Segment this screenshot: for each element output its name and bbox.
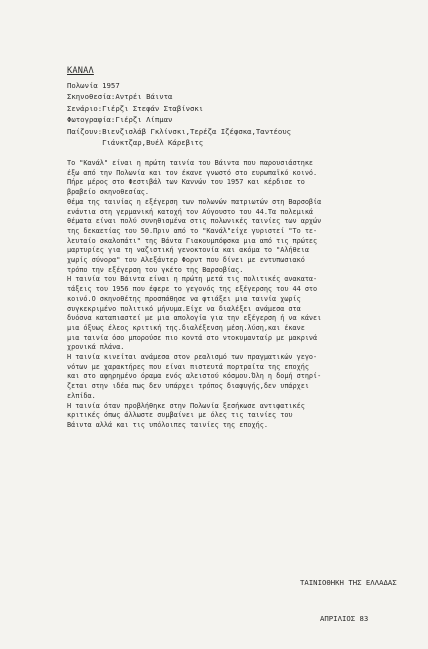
body-line: νότων με χαρακτήρες που είναι πιστευτά πορτραίτα της εποχής (67, 362, 309, 371)
body-line: συγκεκριμένο πολιτικό μήνυμα.Είχε να διαλέξει ανάμεσα στα (67, 304, 301, 313)
body-line: Η ταινία όταν προβλήθηκε στην Πολωνία ξεσήκωσε αντιφατικές (67, 401, 305, 410)
body-line: λευταίο σκαλοπάτι" της Βάντα Γιακουμπόφσκα μια από τις πρώτες (67, 236, 318, 245)
film-title: ΚΑΝΑΛ (67, 66, 94, 76)
body-line: βραβείο σκηνοθεσίας. (67, 188, 150, 197)
body-line: χρονικά πλάνα. (67, 343, 125, 352)
credit-line: Φωτογραφία:Γιέρζι Λίπμαν (67, 115, 173, 125)
credit-line: Παίζουν:Βιενζισλάβ Γκλίνσκι,Τερέζα Ιζέφσκα,Ταντέους (67, 126, 292, 136)
credit-line: Πολωνία 1957 (67, 81, 120, 90)
body-line: μαρτυρίες για τη ναζιστική γενοκτονία και ακόμα το "Αλήθεια (67, 246, 309, 255)
body-line: Η ταινία του Βάιντα είναι η πρώτη μετά τις πολιτικές ανακατα- (67, 275, 318, 284)
credits-block (67, 80, 291, 148)
body-line: ελπίδα. (67, 391, 96, 400)
document-date: ΑΠΡΙΛΙΟΣ 83 (320, 614, 369, 623)
signature-block (300, 553, 397, 649)
body-line: και στο αφηρημένο όραμα ενός αλειστού κόσμου.Όλη η δομή στηρί- (67, 372, 322, 381)
body-line: χωρίς σύνορα" του Αλεξάντερ Φορντ που δίνει με εντυπωσιακό (67, 256, 305, 265)
credit-line: Γιάνκτζαρ,Βυέλ Κάρεβιτς (67, 138, 204, 148)
body-line: μια ταινία όσο μπορούσε πιο κοντά στο ντοκυμανταίρ με μακρινά (67, 333, 318, 342)
body-line: κοινό.Ο σκηνοθέτης προσπάθησε να φτιάξει μια ταινία χωρίς (67, 294, 301, 303)
body-line: Η ταινία κινείται ανάμεσα στον ρεαλισμό των πραγματικών γεγο- (67, 353, 318, 362)
body-line: τρόπο την εξέγερση του γκέτο της Βαρσοβίας. (67, 265, 244, 274)
body-line: ενάντια στη γερμανική κατοχή τον Αύγουστο του 44.Τα πολεμικά (67, 207, 314, 216)
archive-name: ΤΑΙΝΙΟΘΗΚΗ ΤΗΣ ΕΛΛΑΔΑΣ (300, 578, 397, 587)
body-line: δυόσνα καταπιαστεί με μια απολογία για την εξέγερση ή να κάνει (67, 314, 322, 323)
credit-line: Σκηνοθεσία:Αντρέι Βάιντα (67, 92, 173, 102)
body-line: έξω από την Πολωνία και τον έκανε γνωστό στο ευρωπαϊκό κοινό. (67, 168, 318, 177)
credit-line: Σενάριο:Γιέρζι Στεφάν Σταβίνσκι (67, 103, 204, 113)
body-line: Θέμα της ταινίας η εξέγερση των πολωνών πατριωτών στη Βαρσοβία (67, 197, 322, 206)
body-line: ζεται στην ιδέα πως δεν υπάρχει τρόπος διαφυγής,δεν υπάρχει (67, 382, 309, 391)
body-line: θέματα είναι πολύ συνηθισμένα στις πολωνικές ταινίες των αρχών (67, 217, 322, 226)
body-line: Βάιντα αλλά και τις υπόλοιπες ταινίες της εποχής. (67, 420, 268, 429)
body-line: μια όξυως έλεος κριτική της.διαλέξενση μέση.λύση,και έκανε (67, 323, 305, 332)
body-line: Πήρε μέρος στο Φεστιβάλ των Καννών του 1957 και κέρδισε το (67, 178, 305, 187)
body-line: Το "Κανάλ" είναι η πρώτη ταινία του Βάιντα που παρουσιάστηκε (67, 159, 314, 167)
body-line: της δεκαετίας του 50.Πριν από το "Κανάλ"είχε γυριστεί "Το τε- (67, 226, 318, 235)
body-line: κριτικές όπως άλλωστε συμβαίνει με όλες τις ταινίες του (67, 411, 293, 420)
body-line: τάξεις του 1956 που έφερε το γεγονός της εξέγερσης του 44 στο (67, 285, 318, 294)
body-text (67, 159, 321, 431)
